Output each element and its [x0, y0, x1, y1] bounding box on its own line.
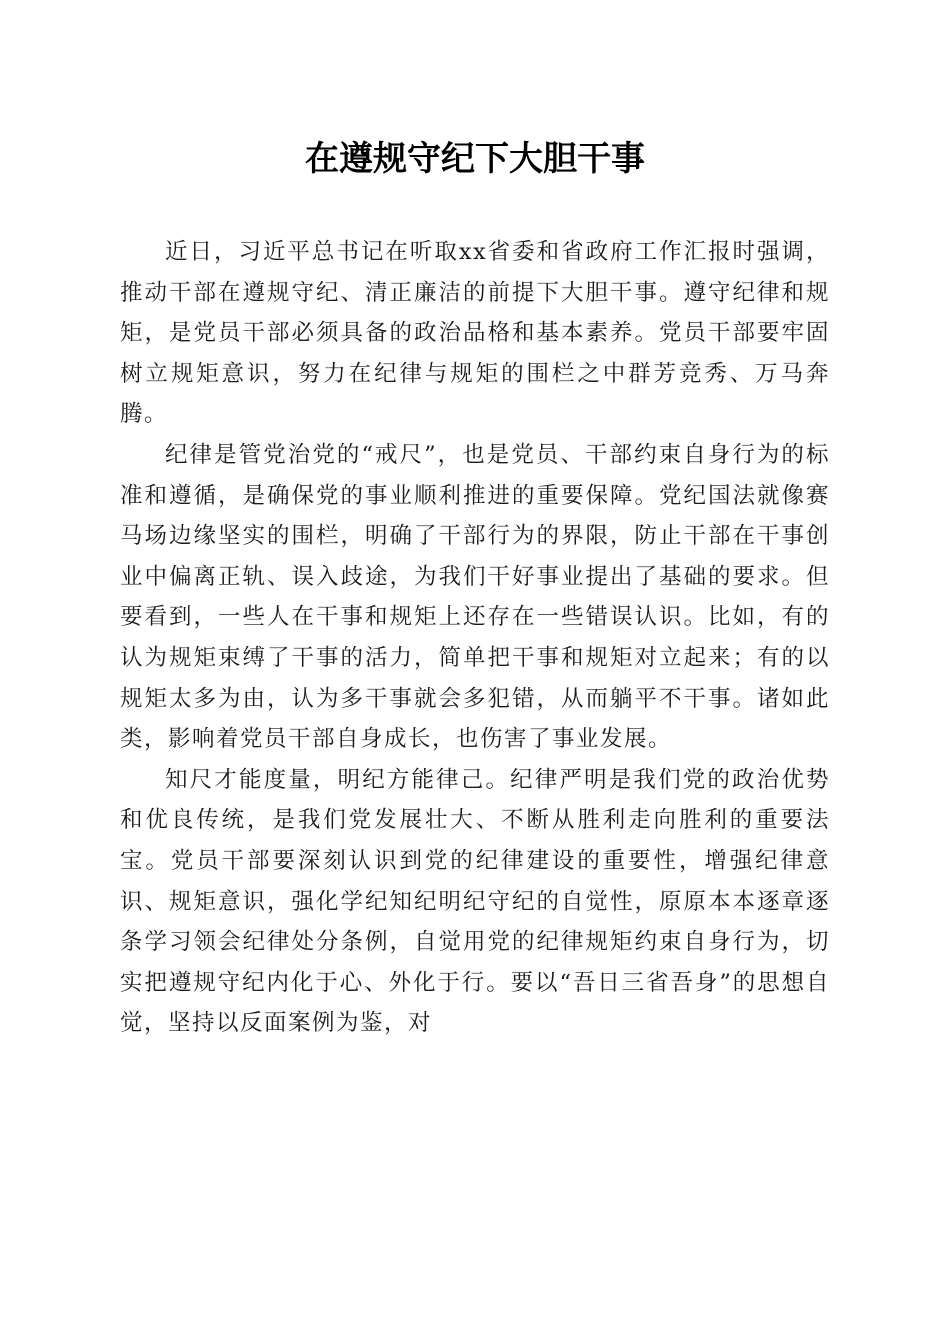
paragraph-3: 知尺才能度量，明纪方能律己。纪律严明是我们党的政治优势和优良传统，是我们党发展壮大、不断从胜利走向胜利的重要法宝。党员干部要深刻认识到党的纪律建设的重要性，增强纪律意识、规矩意识，强化学纪知纪明纪守纪的自觉性，原原本本逐章逐条学习领会纪律处分条例，自觉用党的纪律规矩约束自身行为，切实把遵规守纪内化于心、外化于行。要以“吾日三省吾身”的思想自觉，坚持以反面案例为鉴，对 [120, 766, 830, 1037]
document-body [120, 232, 830, 1044]
paragraph-1: 近日，习近平总书记在听取xx省委和省政府工作汇报时强调，推动干部在遵规守纪、清正廉洁的前提下大胆干事。遵守纪律和规矩，是党员干部必须具备的政治品格和基本素养。党员干部要牢固树立规矩意识，努力在纪律与规矩的围栏之中群芳竞秀、万马奔腾。 [120, 239, 830, 428]
document-title: 在遵规守纪下大胆干事 [305, 139, 645, 179]
paragraph-2: 纪律是管党治党的“戒尺”，也是党员、干部约束自身行为的标准和遵循，是确保党的事业顺利推进的重要保障。党纪国法就像赛马场边缘坚实的围栏，明确了干部行为的界限，防止干部在干事创业中偏离正轨、误入歧途，为我们干好事业提出了基础的要求。但要看到，一些人在干事和规矩上还存在一些错误认识。比如，有的认为规矩束缚了干事的活力，简单把干事和规矩对立起来；有的以规矩太多为由，认为多干事就会多犯错，从而躺平不干事。诸如此类，影响着党员干部自身成长，也伤害了事业发展。 [120, 441, 830, 753]
